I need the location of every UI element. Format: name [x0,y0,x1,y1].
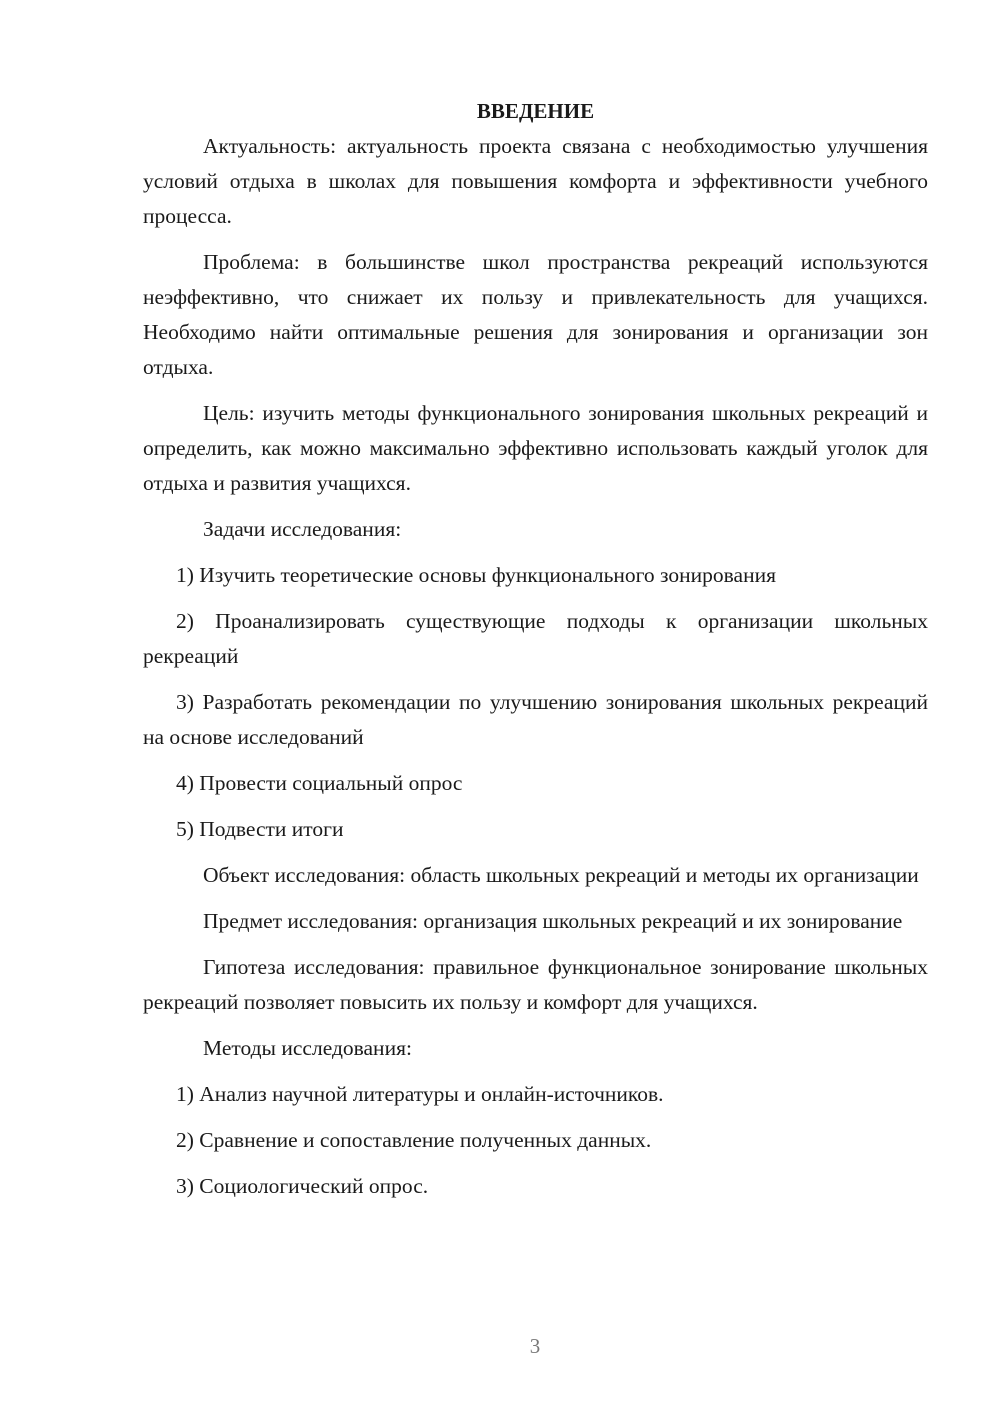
document-body [143,96,928,1215]
method-item-1: 1) Анализ научной литературы и онлайн-источников. [176,1082,664,1106]
paragraph-methods-heading: Методы исследования: [203,1036,412,1060]
paragraph-tasks-heading: Задачи исследования: [203,517,402,541]
paragraph-relevance: Актуальность: актуальность проекта связана с необходимостью улучшения условий отдыха в школах для повышения комфорта и эффективности учебного процесса. [143,134,928,228]
method-item-2: 2) Сравнение и сопоставление полученных данных. [176,1128,652,1152]
paragraph-hypothesis: Гипотеза исследования: правильное функциональное зонирование школьных рекреаций позволяет повысить их пользу и комфорт для учащихся. [143,955,928,1014]
task-item-5: 5) Подвести итоги [176,817,344,841]
method-item-3: 3) Социологический опрос. [176,1174,429,1198]
paragraph-object: Объект исследования: область школьных рекреаций и методы их организации [203,863,919,887]
section-title: ВВЕДЕНИЕ [476,99,595,123]
task-item-3: 3) Разработать рекомендации по улучшению зонирования школьных рекреаций на основе исследований [143,690,928,749]
paragraph-subject: Предмет исследования: организация школьных рекреаций и их зонирование [203,909,903,933]
task-item-2: 2) Проанализировать существующие подходы к организации школьных рекреаций [143,609,928,668]
page-number: 3 [529,1334,541,1358]
task-item-1: 1) Изучить теоретические основы функционального зонирования [176,563,776,587]
paragraph-problem: Проблема: в большинстве школ пространства рекреаций используются неэффективно, что снижает их пользу и привлекательность для учащихся. Необходимо найти оптимальные решения для зонирования и организации зон отдыха. [143,250,928,379]
task-item-4: 4) Провести социальный опрос [176,771,463,795]
paragraph-goal: Цель: изучить методы функционального зонирования школьных рекреаций и определить, как можно максимально эффективно использовать каждый уголок для отдыха и развития учащихся. [143,401,928,495]
